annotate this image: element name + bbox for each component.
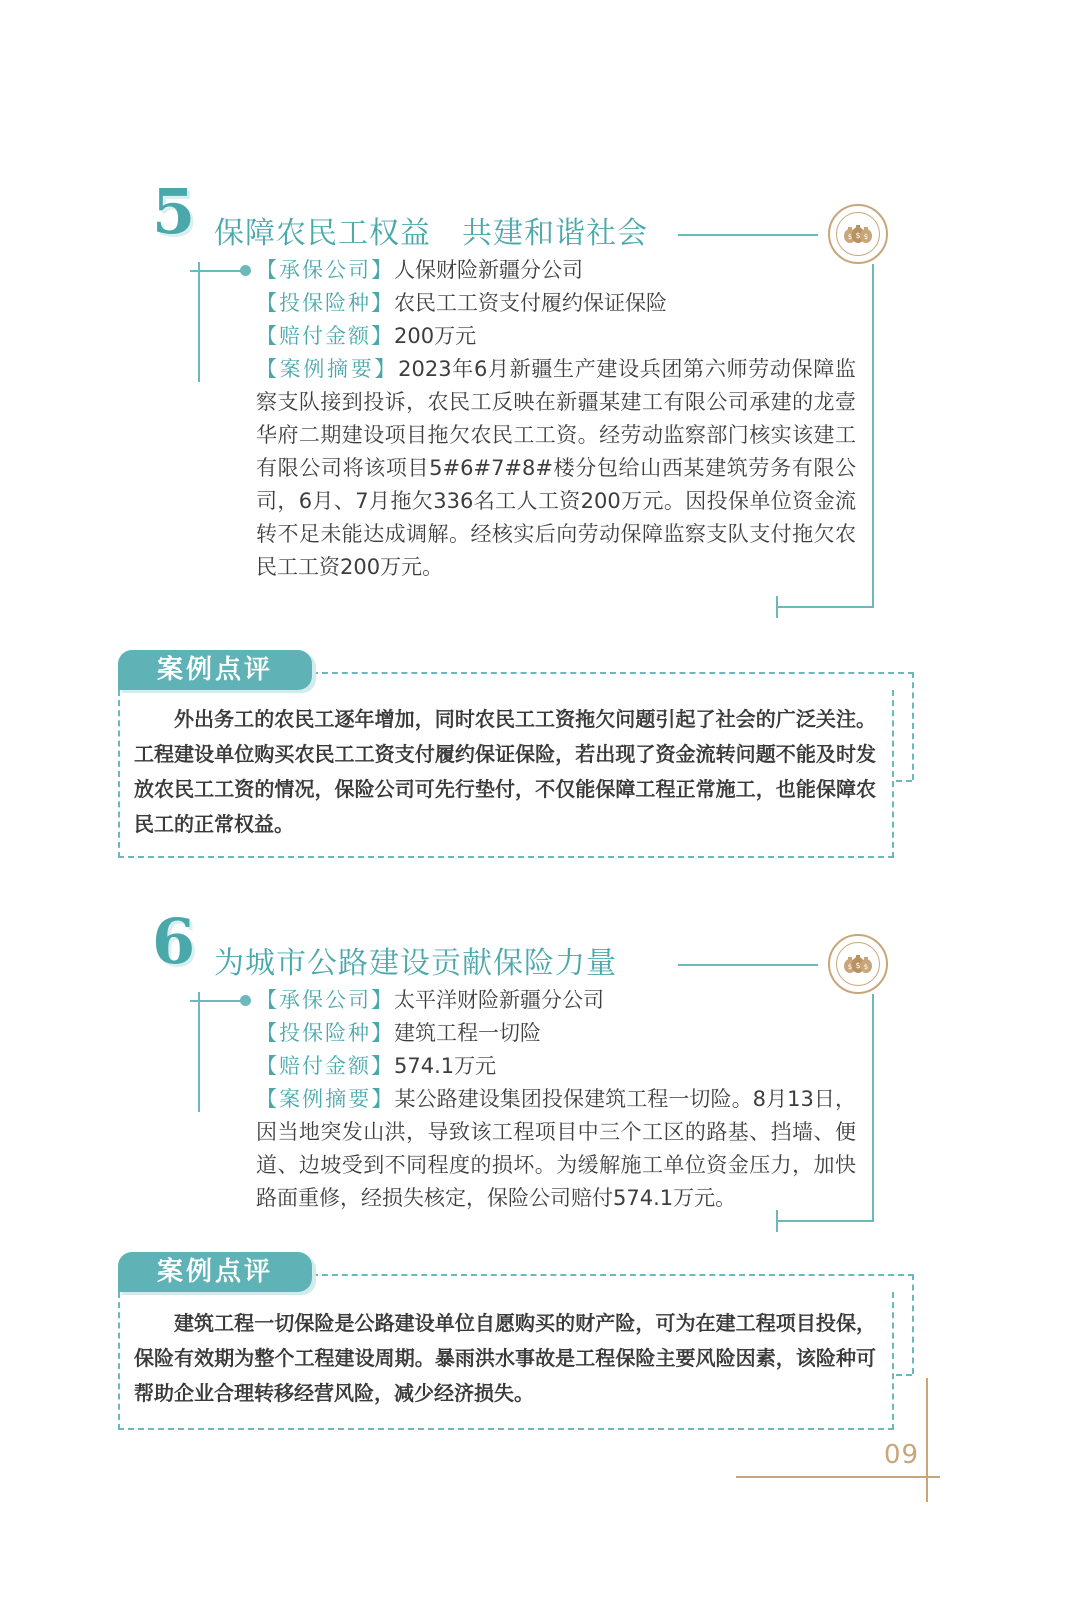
money-bags-icon-graphic (843, 224, 873, 244)
bottom-rule (776, 606, 874, 608)
money-bags-icon-graphic (843, 954, 873, 974)
case-number: 5 (152, 175, 196, 248)
info-summary (256, 1083, 856, 1215)
case-title: 保障农民工权益 共建和谐社会 (214, 216, 648, 251)
label-company: 【承保公司】 (256, 258, 394, 282)
rail-dot (240, 265, 251, 276)
case-5 (0, 175, 1080, 640)
value-amount: 200万元 (394, 324, 477, 348)
left-rail (198, 992, 200, 1112)
value-amount: 574.1万元 (394, 1054, 497, 1078)
comment-tab: 案例点评 (118, 650, 312, 690)
comment-side-dashed-line (912, 672, 914, 780)
title-rule (678, 964, 818, 966)
case-comment-1 (118, 650, 894, 858)
svg-text:$: $ (863, 963, 869, 971)
label-amount: 【赔付金额】 (256, 1054, 394, 1078)
left-rail (198, 262, 200, 382)
right-rail (872, 264, 874, 608)
svg-text:$: $ (847, 963, 853, 971)
info-summary (256, 353, 856, 584)
comment-text: 外出务工的农民工逐年增加，同时农民工工资拖欠问题引起了社会的广泛关注。工程建设单位购买农民工工资支付履约保证保险，若出现了资金流转问题不能及时发放农民工工资的情况，保险公司可先行垫付，不仅能保障工程正常施工，也能保障农民工的正常权益。 (134, 707, 876, 836)
case-info (256, 984, 856, 1215)
value-summary: 2023年6月新疆生产建设兵团第六师劳动保障监察支队接到投诉，农民工反映在新疆某建工有限公司承建的龙壹华府二期建设项目拖欠农民工工资。经劳动监察部门核实该建工有限公司将该项目5#6#7#8#楼分包给山西某建筑劳务有限公司，6月、7月拖欠336名工人工资200万元。因投保单位资金流转不足未能达成调解。经核实后向劳动保障监察支队支付拖欠农民工工资200万元。 (256, 357, 856, 579)
info-amount (256, 1050, 856, 1083)
info-company (256, 984, 856, 1017)
comment-side-dashed-line (912, 1274, 914, 1374)
label-type: 【投保险种】 (256, 291, 394, 315)
value-summary: 某公路建设集团投保建筑工程一切险。8月13日，因当地突发山洪，导致该工程项目中三个工区的路基、挡墙、便道、边坡受到不同程度的损坏。为缓解施工单位资金压力，加快路面重修，经损失核定，保险公司赔付574.1万元。 (256, 1087, 857, 1210)
comment-top-dashed-line (312, 672, 914, 674)
case-number: 6 (152, 905, 196, 978)
value-type: 农民工工资支付履约保证保险 (394, 291, 667, 315)
svg-text:$: $ (855, 961, 861, 970)
rail-dot (240, 995, 251, 1006)
case-6 (0, 905, 1080, 1270)
bottom-rule (776, 1220, 874, 1222)
comment-side-dashed-foot (896, 1374, 912, 1376)
info-amount (256, 320, 856, 353)
comment-side-dashed-foot (896, 780, 912, 782)
right-rail (872, 994, 874, 1222)
label-type: 【投保险种】 (256, 1021, 394, 1045)
comment-text: 建筑工程一切保险是公路建设单位自愿购买的财产险，可为在建工程项目投保，保险有效期为整个工程建设周期。暴雨洪水事故是工程保险主要风险因素，该险种可帮助企业合理转移经营风险，减少经济损失。 (134, 1311, 876, 1405)
value-company: 太平洋财险新疆分公司 (394, 988, 604, 1012)
info-type (256, 1017, 856, 1050)
rail-branch (190, 1000, 244, 1002)
comment-top-dashed-line (312, 1274, 914, 1276)
value-type: 建筑工程一切险 (394, 1021, 541, 1045)
page-number: 09 (884, 1440, 920, 1470)
page-corner-horizontal-rule (736, 1476, 940, 1478)
value-company: 人保财险新疆分公司 (394, 258, 583, 282)
rail-branch (190, 270, 244, 272)
label-company: 【承保公司】 (256, 988, 394, 1012)
label-amount: 【赔付金额】 (256, 324, 394, 348)
comment-tab: 案例点评 (118, 1252, 312, 1292)
svg-text:$: $ (855, 231, 861, 240)
label-summary: 【案例摘要】 (256, 357, 399, 381)
svg-text:$: $ (863, 233, 869, 241)
case-comment-2 (118, 1252, 894, 1430)
title-rule (678, 234, 818, 236)
case-title: 为城市公路建设贡献保险力量 (214, 946, 617, 981)
case-info (256, 254, 856, 584)
label-summary: 【案例摘要】 (256, 1087, 395, 1111)
info-company (256, 254, 856, 287)
info-type (256, 287, 856, 320)
bottom-tick (776, 596, 778, 618)
svg-text:$: $ (847, 233, 853, 241)
page-corner-vertical-rule (926, 1378, 928, 1502)
